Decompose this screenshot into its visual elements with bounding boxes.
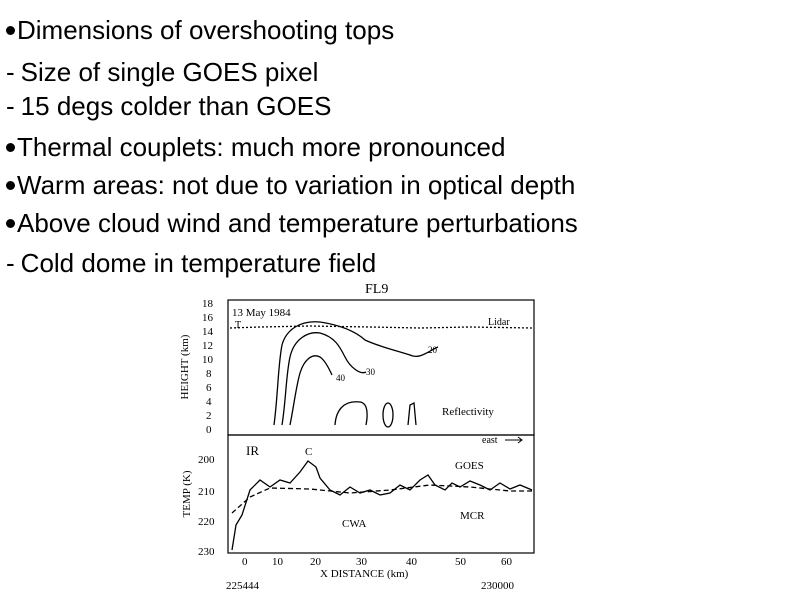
x-tick: 10: [272, 556, 283, 568]
bullet-dot-icon: [6, 26, 15, 35]
height-tick: 0: [206, 424, 212, 436]
x-tick: 60: [501, 556, 512, 568]
bullet-line-4: [6, 207, 578, 239]
height-tick: 4: [206, 396, 212, 408]
height-tick: 12: [202, 340, 213, 352]
dash-marker: -: [6, 248, 15, 278]
sub-text: 15 degs colder than GOES: [20, 91, 332, 121]
contour-label-30: 30: [366, 367, 375, 377]
sub-line-2: [6, 90, 331, 122]
lidar-label: Lidar: [488, 317, 510, 328]
contour-cell-2: [408, 403, 416, 425]
height-tick: 2: [206, 410, 212, 422]
height-tick: 16: [202, 312, 213, 324]
contour-cell-1: [383, 403, 393, 427]
start-time-label: 225444: [226, 580, 259, 592]
contour-small: [335, 402, 367, 425]
contour-label-40: 40: [336, 373, 345, 383]
sub-text: Cold dome in temperature field: [20, 248, 377, 278]
x-tick: 30: [356, 556, 367, 568]
bottom-panel-frame: [228, 435, 534, 553]
height-tick: 6: [206, 382, 212, 394]
x-tick: 40: [406, 556, 417, 568]
east-label: east: [482, 435, 498, 446]
bullet-text: Dimensions of overshooting tops: [17, 15, 395, 45]
fl9-figure: [170, 275, 550, 595]
bullet-text: Thermal couplets: much more pronounced: [17, 132, 506, 162]
goes-label: GOES: [455, 460, 484, 472]
height-tick: 8: [206, 368, 212, 380]
east-arrow-icon: [505, 437, 522, 443]
x-tick: 0: [242, 556, 248, 568]
temp-tick: 200: [198, 454, 215, 466]
x-tick: 50: [455, 556, 466, 568]
temp-tick: 220: [198, 516, 215, 528]
contour-40: [290, 356, 332, 425]
temp-tick: 230: [198, 546, 215, 558]
mcr-trace: [232, 461, 532, 550]
dash-marker: -: [6, 57, 15, 87]
bullet-text: Above cloud wind and temperature perturbations: [17, 208, 578, 238]
ir-label: IR: [246, 443, 259, 458]
sub-line-1: [6, 56, 318, 88]
height-axis-label: HEIGHT (km): [179, 334, 191, 400]
tropopause-label: T: [235, 320, 242, 331]
lidar-line: [230, 326, 532, 328]
bullet-dot-icon: [6, 143, 15, 152]
date-label: 13 May 1984: [232, 307, 291, 319]
temp-axis-label: TEMP (K): [181, 470, 193, 518]
height-tick: 14: [202, 326, 213, 338]
bullet-text: Warm areas: not due to variation in optical depth: [17, 170, 576, 200]
bullet-line-3: [6, 169, 575, 201]
x-ticks: [242, 556, 513, 568]
bullet-line-1: [6, 14, 394, 46]
contour-30: [282, 333, 366, 425]
end-time-label: 230000: [481, 580, 514, 592]
reflectivity-label: Reflectivity: [442, 406, 494, 418]
cwa-label: CWA: [342, 518, 367, 530]
bullet-dot-icon: [6, 181, 15, 190]
bullet-line-2: [6, 131, 505, 163]
figure-title: FL9: [365, 282, 389, 297]
temp-tick: 210: [198, 486, 215, 498]
bullet-dot-icon: [6, 219, 15, 228]
height-ticks: [202, 298, 214, 436]
contour-20: [274, 322, 438, 425]
sub-text: Size of single GOES pixel: [20, 57, 319, 87]
dash-marker: -: [6, 91, 15, 121]
x-tick: 20: [310, 556, 321, 568]
height-tick: 10: [202, 354, 213, 366]
x-axis-label: X DISTANCE (km): [320, 568, 409, 580]
height-tick: 18: [202, 298, 213, 310]
mcr-label: MCR: [460, 510, 485, 522]
cold-label: C: [305, 446, 313, 458]
contour-label-20: 20: [428, 345, 437, 355]
